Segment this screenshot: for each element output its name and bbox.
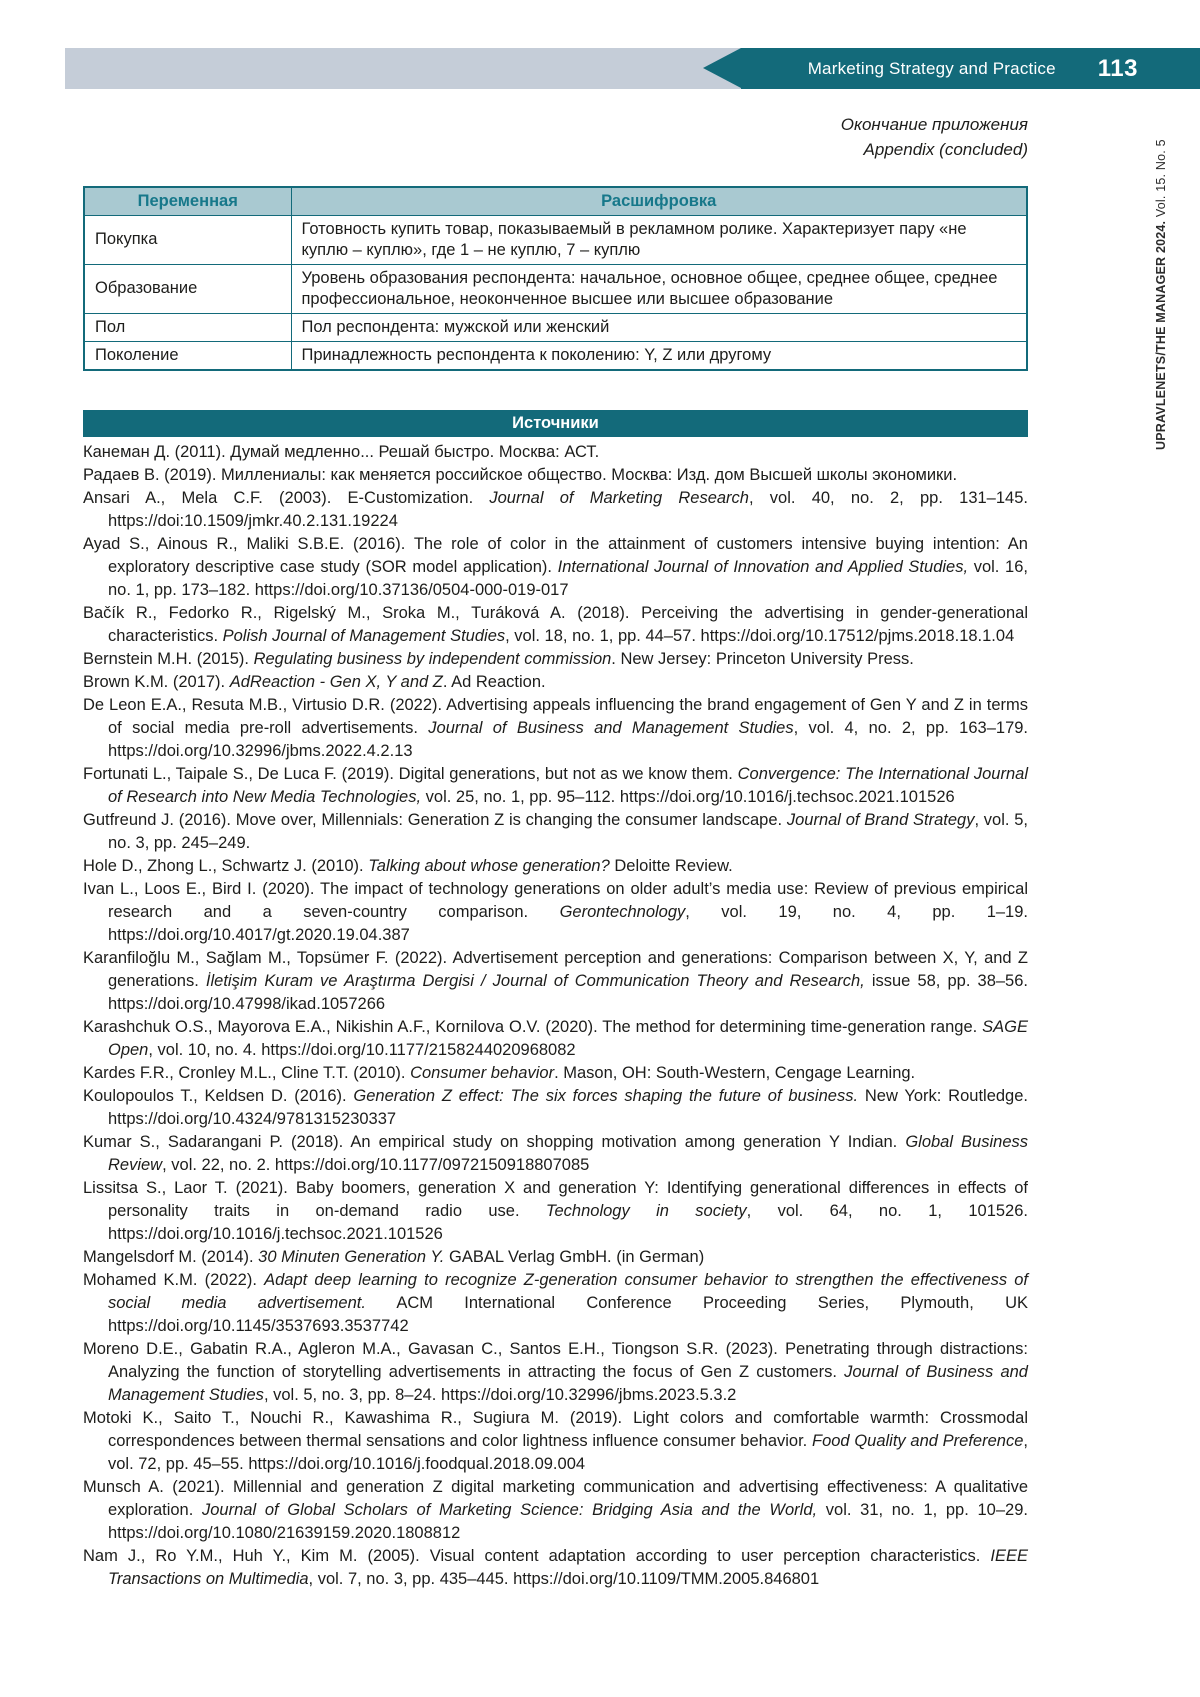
sources-header-bar — [83, 410, 1028, 437]
reference-item: Mangelsdorf M. (2014). 30 Minuten Generation Y. GABAL Verlag GmbH. (in German) — [83, 1248, 705, 1266]
cell-description: Принадлежность респондента к поколению: Y, Z или другому — [291, 341, 1027, 370]
table-header-description: Расшифровка — [291, 187, 1027, 215]
header-teal-banner — [741, 48, 1200, 89]
references-list — [83, 441, 1028, 1591]
cell-variable: Образование — [84, 264, 291, 313]
reference-item: Ansari A., Mela C.F. (2003). E-Customization. Journal of Marketing Research, vol. 40, no. 2, pp. 131–145. https://doi:10.1509/jmkr.40.2.131.19224 — [83, 489, 1028, 530]
reference-item: De Leon E.A., Resuta M.B., Virtusio D.R. (2022). Advertising appeals influencing the brand engagement of Gen Y and Z in terms of social media pre-roll advertisements. Journal of Business and Management Studies, vol. 4, no. 2, pp. 163–179. https://doi.org/10.32996/jbms.2022.4.2.13 — [83, 696, 1029, 760]
reference-item: Канеман Д. (2011). Думай медленно... Решай быстро. Москва: АСТ. — [83, 443, 600, 461]
cell-description: Готовность купить товар, показываемый в рекламном ролике. Характеризует пару «не куплю – куплю», где 1 – не куплю, 7 – куплю — [291, 215, 1027, 264]
reference-item: Ayad S., Ainous R., Maliki S.B.E. (2016). The role of color in the attainment of customers intensive buying intention: An exploratory descriptive case study (SOR model application). International Journal of Innovation and Applied Studies, vol. 16, no. 1, pp. 173–182. https://doi.org/10.37136/0504-000-019-017 — [83, 535, 1028, 599]
page-number: 113 — [1097, 54, 1138, 82]
reference-item: Hole D., Zhong L., Schwartz J. (2010). Talking about whose generation? Deloitte Review. — [83, 857, 733, 875]
banner-arrow-icon — [703, 48, 741, 88]
table-row — [84, 264, 1027, 313]
reference-item: Motoki K., Saito T., Nouchi R., Kawashima R., Sugiura M. (2019). Light colors and comfortable warmth: Crossmodal correspondences between thermal sensations and color lightness influence consumer behavior. Food Quality and Preference, vol. 72, pp. 45–55. https://doi.org/10.1016/j.foodqual.2018.09.004 — [83, 1409, 1028, 1473]
table-header-variable: Переменная — [84, 187, 291, 215]
reference-item: Kumar S., Sadarangani P. (2018). An empirical study on shopping motivation among generation Y Indian. Global Business Review, vol. 22, no. 2. https://doi.org/10.1177/0972150918807085 — [83, 1133, 1028, 1174]
table-row — [84, 313, 1027, 341]
reference-item: Nam J., Ro Y.M., Huh Y., Kim M. (2005). Visual content adaptation according to user perception characteristics. IEEE Transactions on Multimedia, vol. 7, no. 3, pp. 435–445. https://doi.org/10.1109/TMM.2005.846801 — [83, 1547, 1028, 1588]
reference-item: Kardes F.R., Cronley M.L., Cline T.T. (2010). Consumer behavior. Mason, OH: South-Western, Cengage Learning. — [83, 1064, 916, 1082]
cell-variable: Поколение — [84, 341, 291, 370]
cell-description: Уровень образования респондента: начальное, основное общее, среднее общее, среднее профессиональное, неоконченное высшее или высшее образование — [291, 264, 1027, 313]
reference-item: Mohamed K.M. (2022). Adapt deep learning to recognize Z-generation consumer behavior to strengthen the effectiveness of social media advertisement. ACM International Conference Proceeding Series, Plymouth, UK https://doi.org/10.1145/3537693.3537742 — [83, 1271, 1029, 1335]
cell-variable: Пол — [84, 313, 291, 341]
journal-spine-label — [1154, 120, 1168, 450]
journal-issue: Vol. 15. No. 5 — [1154, 139, 1168, 221]
appendix-note — [841, 112, 1028, 162]
appendix-note-ru: Окончание приложения — [840, 115, 1028, 134]
journal-name: UPRAVLENETS/THE MANAGER 2024. — [1154, 220, 1168, 450]
reference-item: Радаев В. (2019). Миллениалы: как меняется российское общество. Москва: Изд. дом Высшей школы экономики. — [83, 466, 958, 484]
reference-item: Koulopoulos T., Keldsen D. (2016). Generation Z effect: The six forces shaping the future of business. New York: Routledge. https://doi.org/10.4324/9781315230337 — [83, 1087, 1028, 1128]
variables-table — [83, 186, 1028, 371]
reference-item: Ivan L., Loos E., Bird I. (2020). The impact of technology generations on older adult’s media use: Review of previous empirical research and a seven-country comparison. Gerontechnology, vol. 19, no. 4, pp. 1–19. https://doi.org/10.4017/gt.2020.19.04.387 — [83, 880, 1028, 944]
reference-item: Karashchuk O.S., Mayorova E.A., Nikishin A.F., Kornilova O.V. (2020). The method for determining time-generation range. SAGE Open, vol. 10, no. 4. https://doi.org/10.1177/2158244020968082 — [83, 1018, 1028, 1059]
sources-title: Источники — [512, 414, 599, 432]
reference-item: Munsch A. (2021). Millennial and generation Z digital marketing communication and advertising effectiveness: A qualitative exploration. Journal of Global Scholars of Marketing Science: Bridging Asia and the World, vol. 31, no. 1, pp. 10–29. https://doi.org/10.1080/21639159.2020.1808812 — [83, 1478, 1028, 1542]
reference-item: Lissitsa S., Laor T. (2021). Baby boomers, generation X and generation Y: Identifying generational differences in effects of personality traits in on-demand radio use. Technology in society, vol. 64, no. 1, 101526. https://doi.org/10.1016/j.techsoc.2021.101526 — [83, 1179, 1028, 1243]
reference-item: Gutfreund J. (2016). Move over, Millennials: Generation Z is changing the consumer landscape. Journal of Brand Strategy, vol. 5, no. 3, pp. 245–249. — [83, 811, 1028, 852]
reference-item: Karanfiloğlu M., Sağlam M., Topsümer F. (2022). Advertisement perception and generations: Comparison between X, Y, and Z generations. İletişim Kuram ve Araştırma Dergisi / Journal of Communication Theory and Research, issue 58, pp. 38–56. https://doi.org/10.47998/ikad.1057266 — [83, 949, 1028, 1013]
table-row — [84, 341, 1027, 370]
reference-item: Brown K.M. (2017). AdReaction - Gen X, Y and Z. Ad Reaction. — [83, 673, 546, 691]
section-title: Marketing Strategy and Practice — [807, 58, 1056, 78]
reference-item: Fortunati L., Taipale S., De Luca F. (2019). Digital generations, but not as we know them. Convergence: The International Journal of Research into New Media Technologies, vol. 25, no. 1, pp. 95–112. https://doi.org/10.1016/j.techsoc.2021.101526 — [83, 765, 1028, 806]
cell-variable: Покупка — [84, 215, 291, 264]
reference-item: Moreno D.E., Gabatin R.A., Agleron M.A., Gavasan C., Santos E.H., Tiongson S.R. (2023). Penetrating through distractions: Analyzing the function of storytelling advertisements in attracting the focus of Gen Z customers. Journal of Business and Management Studies, vol. 5, no. 3, pp. 8–24. https://doi.org/10.32996/jbms.2023.5.3.2 — [83, 1340, 1028, 1404]
reference-item: Bernstein M.H. (2015). Regulating business by independent commission. New Jersey: Princeton University Press. — [83, 650, 914, 668]
table-header-row — [84, 187, 1027, 215]
cell-description: Пол респондента: мужской или женский — [291, 313, 1027, 341]
reference-item: Bačík R., Fedorko R., Rigelský M., Sroka M., Turáková A. (2018). Perceiving the advertising in gender-generational characteristics. Polish Journal of Management Studies, vol. 18, no. 1, pp. 44–57. https://doi.org/10.17512/pjms.2018.18.1.04 — [83, 604, 1028, 645]
appendix-note-en: Appendix (concluded) — [863, 140, 1028, 159]
table-row — [84, 215, 1027, 264]
